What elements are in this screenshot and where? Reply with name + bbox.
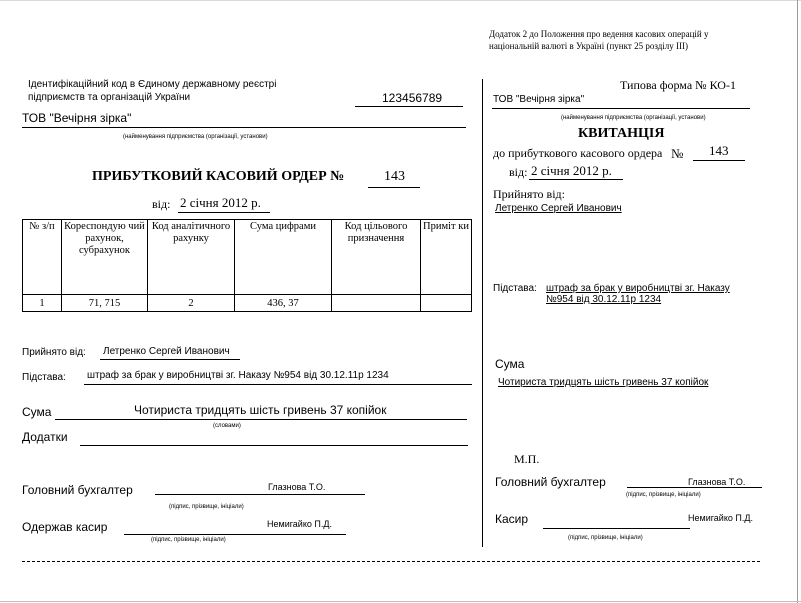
receipt-chief-caption: (підпис, прізвище, ініціали) [626,492,701,498]
table-cell: 436, 37 [235,295,332,312]
order-sum-label: Сума [22,405,52,419]
header-note-line1: Додаток 2 до Положення про ведення касових операцій у [489,29,709,39]
order-received-label: Прийнято від: [22,347,86,358]
order-chief-label: Головний бухгалтер [22,483,133,497]
receipt-basis-label: Підстава: [493,283,537,294]
receipt-number: 143 [709,143,729,158]
page-edge-top [0,0,801,1]
order-company-caption: (найменування підприємства (організації, установи) [123,134,268,140]
receipt-number-underline [693,160,745,161]
order-number: 143 [384,169,405,184]
order-date-underline [178,212,270,213]
id-code-label-line2: підприємств та організацій України [28,92,191,103]
order-basis-underline [84,384,472,385]
order-basis-label: Підстава: [22,372,66,383]
receipt-cashier-underline [543,528,690,529]
receipt-cashier-label: Касир [495,512,529,526]
order-attachments-underline [80,445,468,446]
table-header-cell: Код цільового призначення [332,220,421,295]
receipt-cashier-name: Немигайко П.Д. [688,513,753,523]
table-cell: 71, 715 [62,295,148,312]
id-code-value: 123456789 [382,91,443,105]
order-date: 2 січня 2012 р. [180,195,261,210]
receipt-number-label: № [671,146,684,161]
table-cell [421,295,472,312]
table-cell: 2 [148,295,235,312]
table-header-cell: Приміт ки [421,220,472,295]
header-note-line2: національній валюті в Україні (пункт 25 розділу ІІІ) [489,41,689,51]
order-received-from: Летренко Сергей Иванович [103,346,230,357]
order-table [22,219,472,312]
order-cashier-name: Немигайко П.Д. [267,519,332,529]
order-chief-name: Глазнова Т.О. [268,482,326,492]
order-chief-caption: (підпис, прізвище, ініціали) [169,504,244,510]
order-attachments-label: Додатки [22,430,68,444]
receipt-received-from: Летренко Сергей Иванович [495,203,622,214]
order-received-underline [100,359,240,360]
receipt-chief-name: Глазнова Т.О. [688,477,746,487]
table-header-cell: Код аналітичного рахунку [148,220,235,295]
order-cashier-underline [124,534,346,535]
order-sum-words: Чотириста тридцять шість гривень 37 копійок [134,403,387,417]
order-number-underline [368,187,420,188]
order-date-label: від: [152,197,171,211]
table-cell [332,295,421,312]
order-company-underline [22,127,466,128]
table-header-cell: № з/п [23,220,62,295]
divider-line [482,79,483,547]
order-title: ПРИБУТКОВИЙ КАСОВИЙ ОРДЕР № [92,169,345,184]
receipt-subtitle: до прибуткового касового ордера [493,146,663,160]
id-code-underline [355,106,463,107]
order-table-header-row [23,220,472,295]
receipt-sum-label: Сума [495,357,525,371]
order-sum-underline [55,419,467,420]
receipt-chief-label: Головний бухгалтер [495,475,606,489]
table-header-cell: Сума цифрами [235,220,332,295]
receipt-title: КВИТАНЦІЯ [578,126,665,141]
receipt-received-label: Прийнято від: [493,187,565,201]
receipt-cashier-caption: (підпис, прізвище, ініціали) [568,535,643,541]
receipt-date: 2 січня 2012 р. [531,163,612,178]
order-cashier-caption: (підпис, прізвище, ініціали) [151,537,226,543]
receipt-company: ТОВ "Вечірня зірка" [493,94,585,105]
order-cashier-label: Одержав касир [22,520,108,534]
receipt-sum-words: Чотириста тридцять шість гривень 37 копійок [498,377,709,388]
order-basis: штраф за брак у виробництві зг. Наказу №954 від 30.12.11р 1234 [87,370,389,381]
order-sum-caption: (словами) [213,423,241,429]
order-chief-underline [155,494,365,495]
order-company: ТОВ "Вечірня зірка" [22,111,132,125]
cut-line [22,561,760,562]
table-cell: 1 [23,295,62,312]
receipt-company-caption: (найменування підприємства (організації, установи) [561,115,706,121]
receipt-stamp: М.П. [514,452,540,466]
receipt-company-underline [492,108,750,109]
form-type: Типова форма № КО-1 [620,78,736,92]
receipt-basis-line2: №954 від 30.12.11р 1234 [546,294,662,305]
table-row [23,295,472,312]
page-edge-right [797,0,798,603]
id-code-label-line1: Ідентифікаційний код в Єдиному державному реєстрі [28,79,277,90]
receipt-chief-underline [627,487,762,488]
page-edge-bottom [0,601,801,602]
receipt-date-label: від: [509,165,528,179]
table-header-cell: Кореспондую чий рахунок, субрахунок [62,220,148,295]
receipt-basis-line1: штраф за брак у виробництві зг. Наказу [546,283,730,294]
receipt-date-underline [529,179,623,180]
